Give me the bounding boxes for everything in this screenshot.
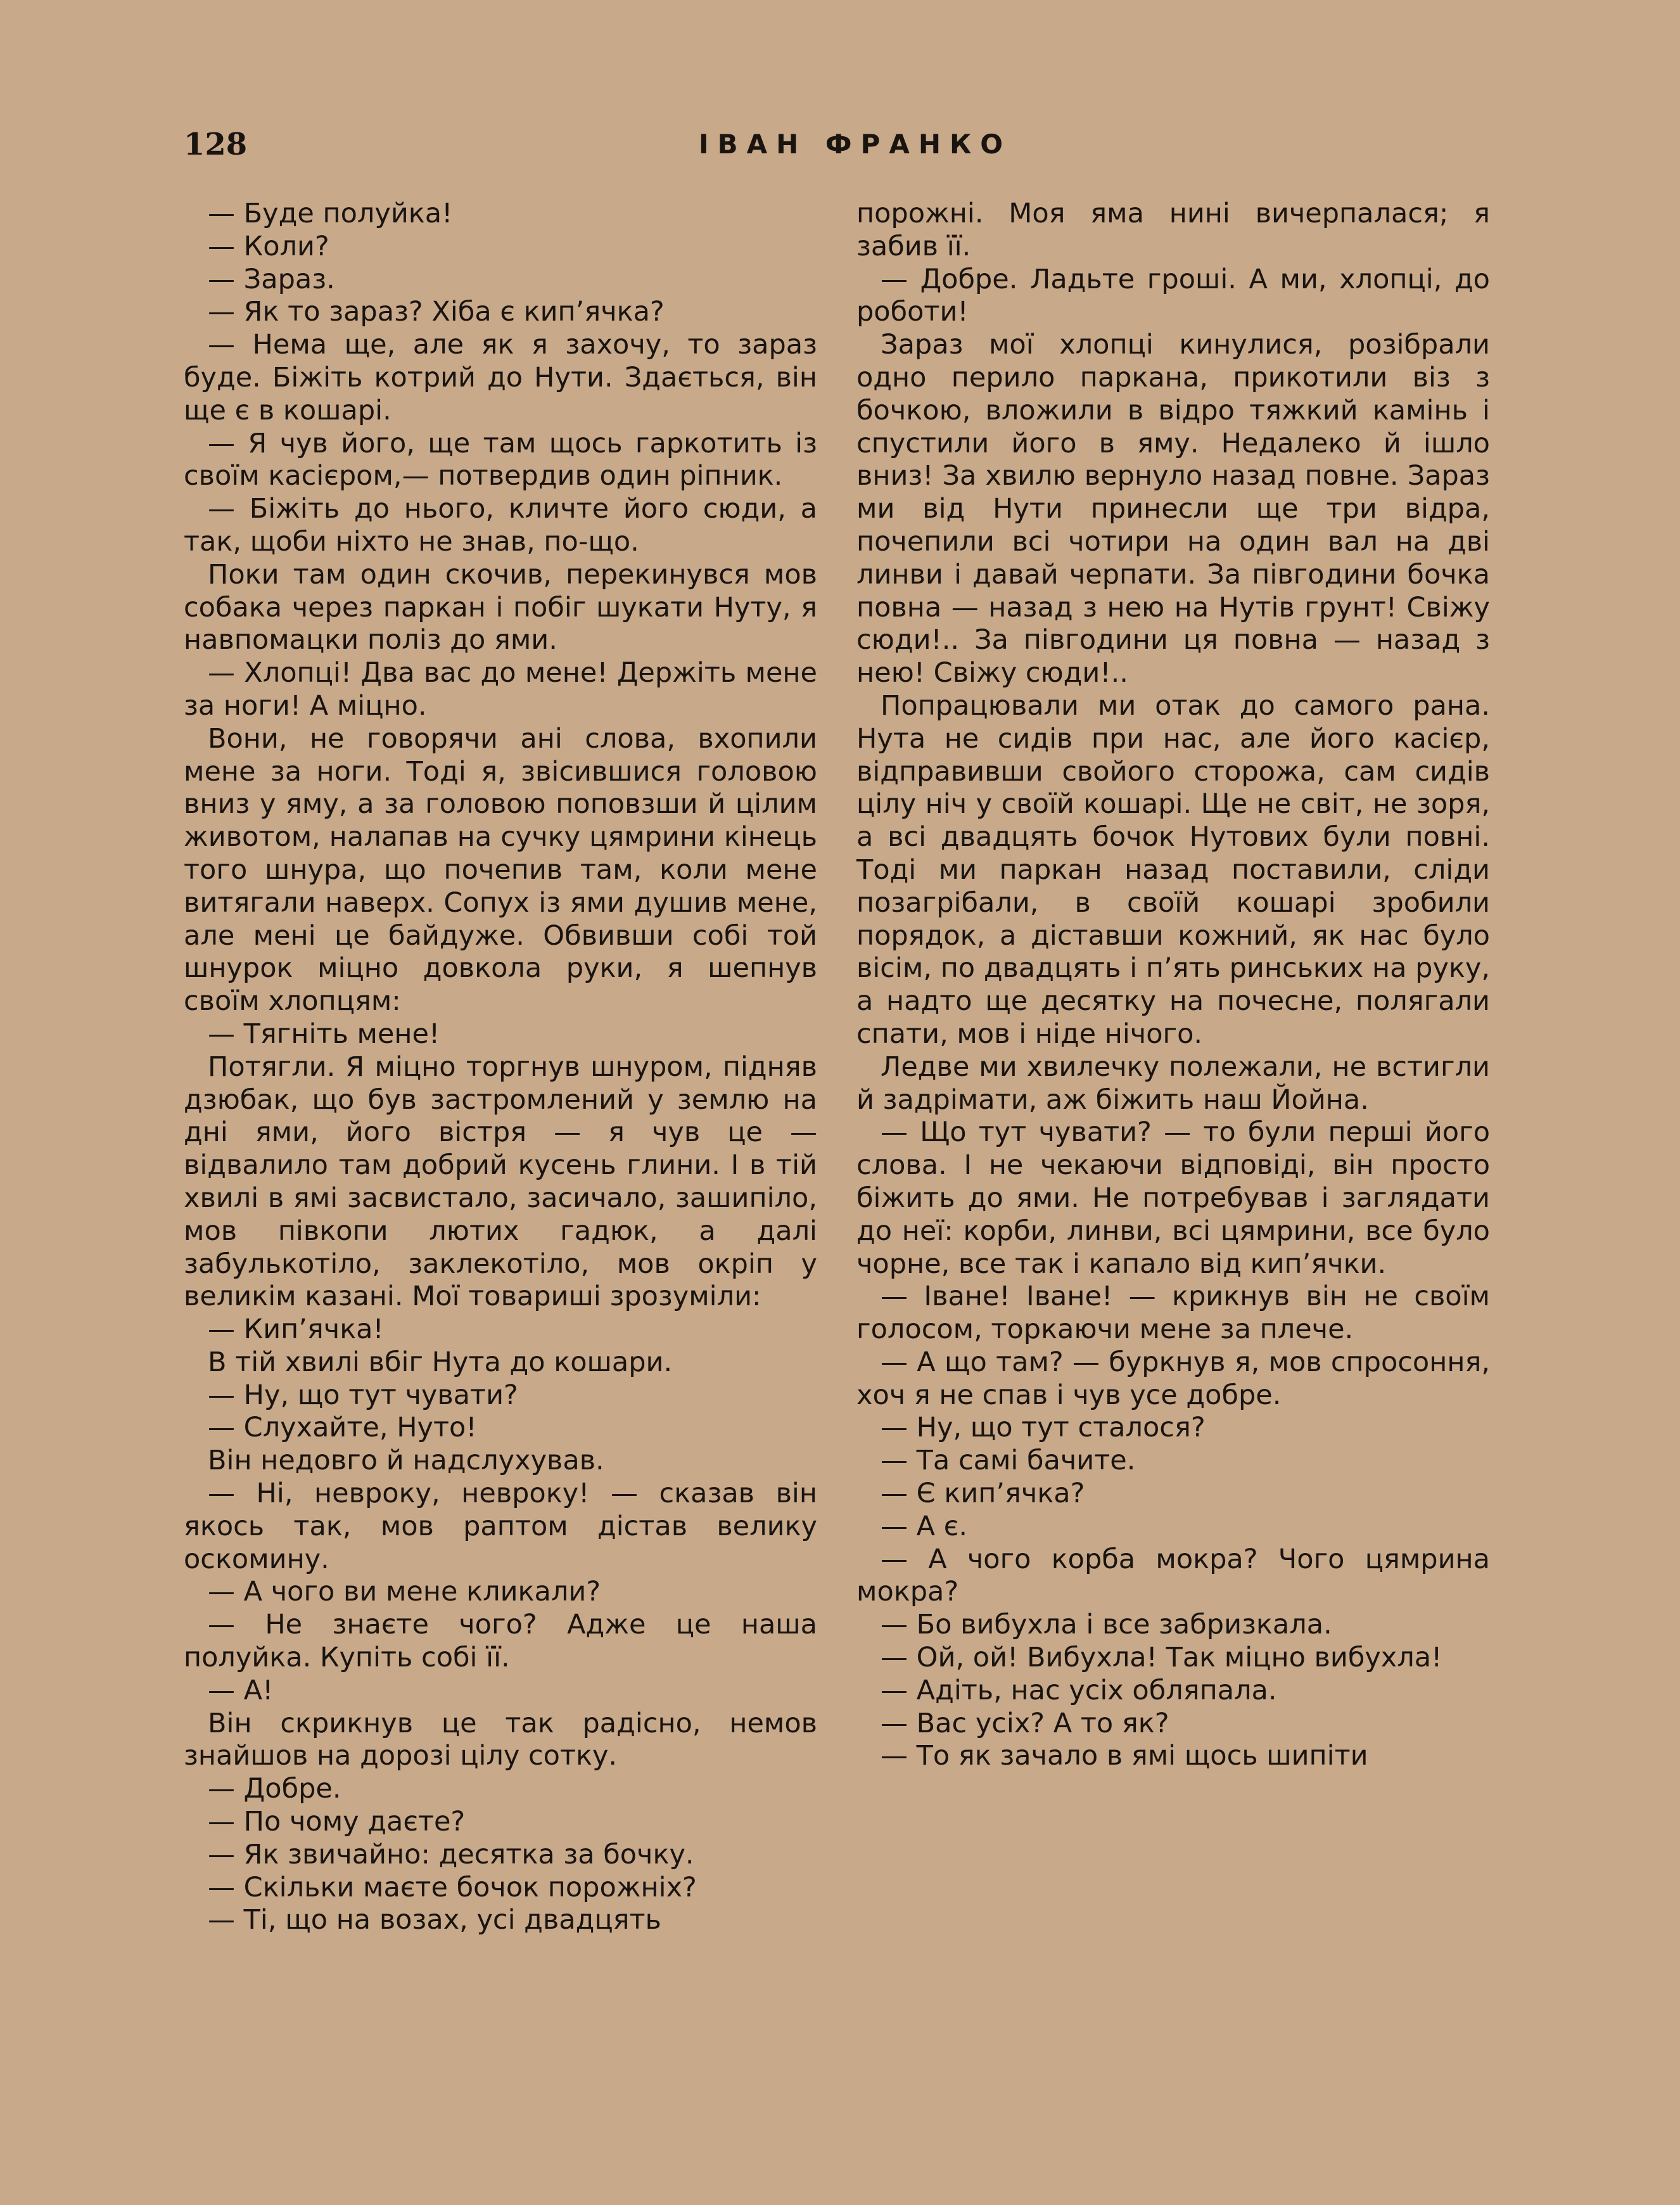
- paragraph: — Скільки маєте бочок порожніх?: [208, 1871, 697, 1903]
- right-text-column: [856, 198, 1490, 1773]
- left-text-column: [184, 198, 817, 1937]
- paragraph: — Добре. Ладьте гроші. А ми, хлопці, до роботи!: [856, 263, 1490, 328]
- paragraph: — Зараз.: [208, 263, 335, 295]
- paragraph: — Хлопці! Два вас до мене! Держіть мене за ноги! А міцно.: [184, 657, 817, 722]
- paragraph: Він скрикнув це так радісно, немов знайшов на дорозі цілу сотку.: [184, 1707, 817, 1772]
- paragraph: — А чого корба мокра? Чого цямрина мокра?: [856, 1543, 1490, 1608]
- paragraph: В тій хвилі вбіг Нута до кошари.: [208, 1346, 673, 1378]
- paragraph: — Буде полуйка!: [208, 198, 453, 229]
- paragraph: Потягли. Я міцно торгнув шнуром, підняв дзюбак, що був застромлений у землю на дні ями, його вістря — я чув це — відвалило там добрий кусень глини. І в тій хвилі в ямі засвистало, засичало, зашипіло, мов півкопи лютих гадюк, а далі забулькотіло, заклекотіло, мов окріп у великім казані. Мої товариші зрозуміли:: [184, 1051, 817, 1313]
- paragraph: — Адіть, нас усіх обляпала.: [881, 1674, 1277, 1706]
- paragraph: — А чого ви мене кликали?: [208, 1576, 601, 1608]
- paragraph: — Іване! Іване! — крикнув він не своїм голосом, торкаючи мене за плече.: [856, 1281, 1490, 1346]
- paragraph: — Кип’ячка!: [208, 1313, 384, 1346]
- paragraph: — Що тут чувати? — то були перші його слова. І не чекаючи відповіді, він просто біжить до ями. Не потребував і заглядати до неї: корби, линви, всі цямрини, все було чорне, все так і капало від кип’ячки.: [856, 1116, 1490, 1280]
- paragraph: — Ну, що тут чувати?: [208, 1379, 518, 1411]
- paragraph: — А є.: [881, 1510, 968, 1542]
- paragraph: — Ні, невроку, невроку! — сказав він якось так, мов раптом дістав велику оскомину.: [184, 1478, 817, 1575]
- paragraph-continued: порожні. Моя яма нині вичерпалася; я забив її.: [856, 198, 1490, 262]
- paragraph: Зараз мої хлопці кинулися, розібрали одно перило паркана, прикотили віз з бочкою, вложили в відро тяжкий камінь і спустили його в яму. Недалеко й ішло вниз! За хвилю вернуло назад повне. Зараз ми від Нути принесли ще три відра, почепили всі чотири на один вал на дві линви і давай черпати. За півгодини бочка повна — назад з нею на Нутів грунт! Свіжу сюди!.. За півгодини ця повна — назад з нею! Свіжу сюди!..: [856, 329, 1490, 689]
- paragraph: — Біжіть до нього, кличте його сюди, а так, щоби ніхто не знав, по-що.: [184, 493, 817, 558]
- paragraph: — Ну, що тут сталося?: [881, 1412, 1206, 1444]
- paragraph: — Вас усіх? А то як?: [881, 1707, 1169, 1739]
- paragraph: — Не знаєте чого? Адже це наша полуйка. Купіть собі її.: [184, 1609, 817, 1674]
- paragraph: — Як звичайно: десятка за бочку.: [208, 1838, 694, 1870]
- paragraph: — Нема ще, але як я захочу, то зараз буде. Біжіть котрий до Нути. Здається, він ще є в кошарі.: [184, 329, 817, 426]
- paragraph: — Тягніть мене!: [208, 1018, 440, 1050]
- paragraph: Попрацювали ми отак до самого рана. Нута не сидів при нас, але його касієр, відправивши свойого сторожа, сам сидів цілу ніч у своїй кошарі. Ще не світ, не зоря, а всі двадцять бочок Нутових були повні. Тоді ми паркан назад поставили, сліди позагрібали, в своїй кошарі зробили порядок, а діставши кожний, як нас було вісім, по двадцять і п’ять ринських на руку, а надто ще десятку на почесне, полягали спати, мов і ніде нічого.: [856, 689, 1490, 1050]
- page-number: 128: [184, 127, 248, 162]
- paragraph: — Слухайте, Нуто!: [208, 1412, 477, 1444]
- paragraph: Ледве ми хвилечку полежали, не встигли й задрімати, аж біжить наш Йойна.: [856, 1051, 1490, 1116]
- paragraph: — Та самі бачите.: [881, 1445, 1136, 1477]
- paragraph: Вони, не говорячи ані слова, вхопили мене за ноги. Тоді я, звісившися головою вниз у яму, а за головою поповзши й цілим животом, налапав на сучку цямрини кінець того шнура, що почепив там, коли мене витягали наверх. Сопух із ями душив мене, але мені це байдуже. Обвивши собі той шнурок міцно довкола руки, я шепнув своїм хлопцям:: [184, 722, 817, 1018]
- paragraph: — Ой, ой! Вибухла! Так міцно вибухла!: [881, 1642, 1442, 1674]
- paragraph: — А!: [208, 1674, 274, 1706]
- paragraph: Поки там один скочив, перекинувся мов собака через паркан і побіг шукати Нуту, я навпомацки поліз до ями.: [184, 558, 817, 656]
- paragraph: — Є кип’ячка?: [881, 1478, 1085, 1510]
- paragraph: — Ті, що на возах, усі двадцять: [208, 1904, 661, 1936]
- paragraph: Він недовго й надслухував.: [208, 1445, 604, 1477]
- paragraph: — А що там? — буркнув я, мов спросоння, хоч я не спав і чув усе добре.: [856, 1346, 1490, 1411]
- paragraph: — То як зачало в ямі щось шипіти: [881, 1740, 1368, 1772]
- paragraph: — Як то зараз? Хіба є кип’ячка?: [208, 296, 665, 328]
- paragraph: — Я чув його, ще там щось гаркотить із своїм касієром,— потвердив один ріпник.: [184, 427, 817, 492]
- paragraph: — Бо вибухла і все забризкала.: [881, 1609, 1332, 1641]
- paragraph: — Добре.: [208, 1773, 341, 1805]
- paragraph: — По чому даєте?: [208, 1806, 466, 1838]
- paragraph: — Коли?: [208, 230, 329, 262]
- running-title: ІВАН ФРАНКО: [698, 129, 1012, 160]
